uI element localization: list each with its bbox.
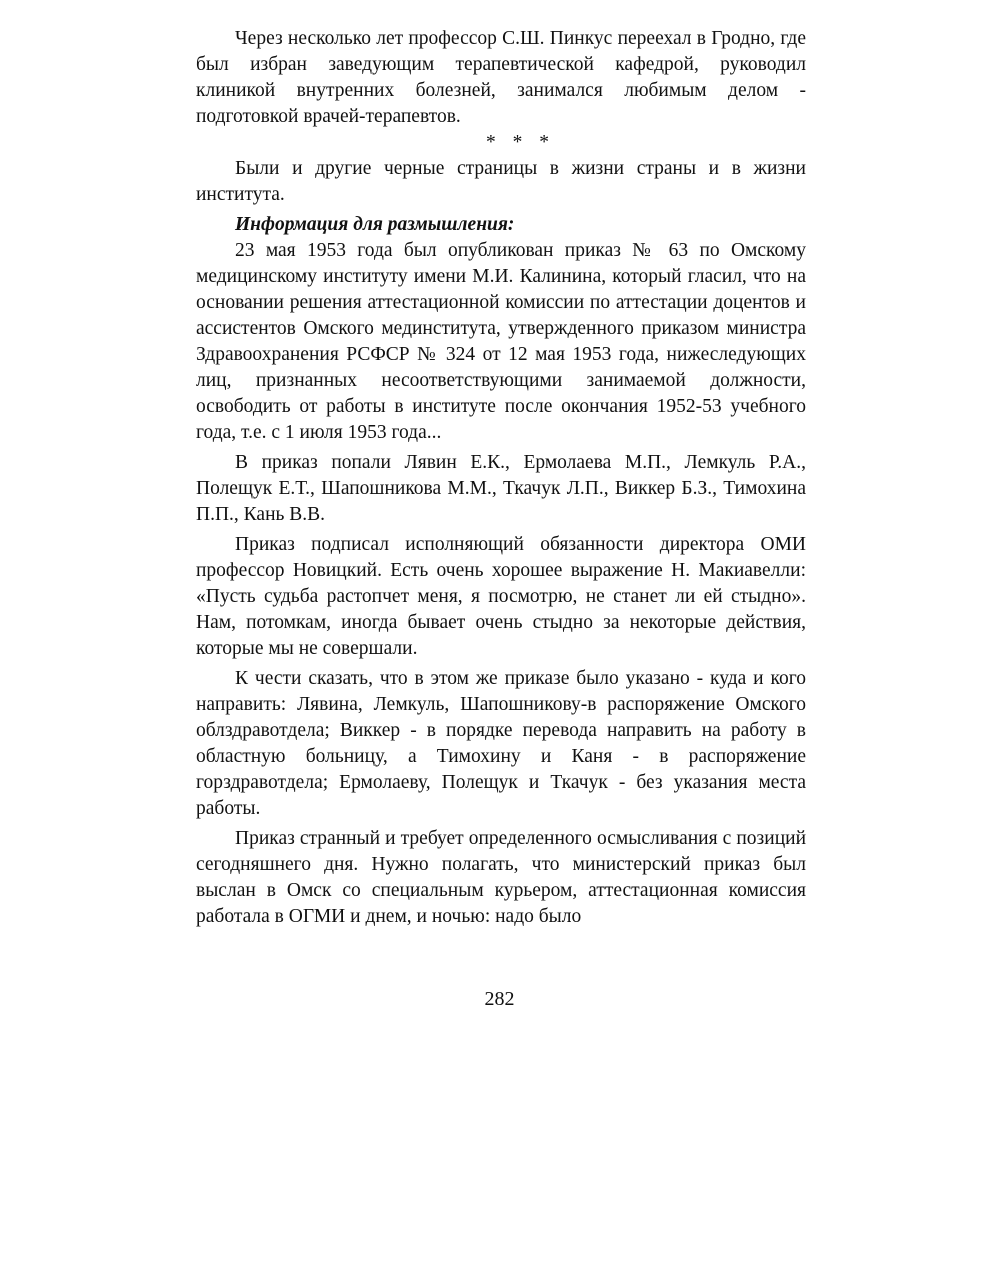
page-body bbox=[196, 26, 806, 930]
paragraph-order-names: В приказ попали Лявин Е.К., Ермолаева М.П., Лемкуль Р.А., Полещук Е.Т., Шапошникова М.М., Ткачук Л.П., Виккер Б.З., Тимохина П.П., Кань В.В. bbox=[196, 452, 806, 525]
paragraph-black-pages: Были и другие черные страницы в жизни страны и в жизни института. bbox=[196, 158, 806, 205]
paragraph-strange-order: Приказ странный и требует определенного осмысливания с позиций сегодняшнего дня. Нужно полагать, что министерский приказ был выслан в Омск со специальным курьером, аттестационная комиссия работала в ОГМИ и днем, и ночью: надо было bbox=[196, 828, 806, 927]
paragraph-pinkus: Через несколько лет профессор С.Ш. Пинкус переехал в Гродно, где был избран заведующим терапевтической кафедрой, руководил клиникой внутренних болезней, занимался любимым делом - подготовкой врачей-терапевтов. bbox=[196, 28, 806, 127]
section-separator: * * * bbox=[486, 132, 555, 153]
paragraph-order-63: 23 мая 1953 года был опубликован приказ № 63 по Омскому медицинскому институту имени М.И. Калинина, который гласил, что на основании решения аттестационной комиссии по аттестации доцентов и ассистентов Омского мединститута, утвержденного приказом министра Здравоохранения РСФСР № 324 от 12 мая 1953 года, нижеследующих лиц, признанных несоответствующими занимаемой должности, освободить от работы в институте после окончания 1952-53 учебного года, т.е. с 1 июля 1953 года... bbox=[196, 240, 806, 443]
section-heading: Информация для размышления: bbox=[235, 214, 515, 235]
paragraph-directions: К чести сказать, что в этом же приказе было указано - куда и кого направить: Лявина, Лемкуль, Шапошникову-в распоряжение Омского облздравотдела; Виккер - в порядке перевода направить на работу в областную больницу, а Тимохину и Каня - в распоряжение горздравотдела; Ермолаеву, Полещук и Ткачук - без указания места работы. bbox=[196, 668, 806, 819]
page-number: 282 bbox=[484, 988, 515, 1010]
paragraph-signed: Приказ подписал исполняющий обязанности директора ОМИ профессор Новицкий. Есть очень хорошее выражение Н. Макиавелли: «Пусть судьба растопчет меня, я посмотрю, не станет ли ей стыдно». Нам, потомкам, иногда бывает очень стыдно за некоторые действия, которые мы не совершали. bbox=[196, 534, 806, 659]
